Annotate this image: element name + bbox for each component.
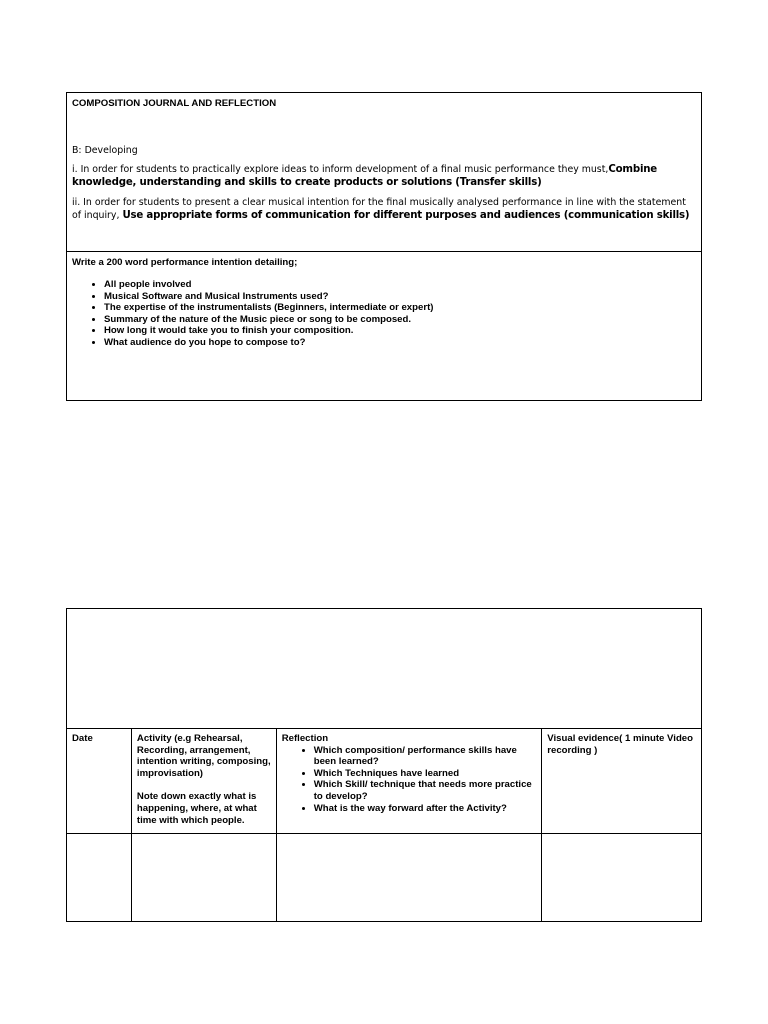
table-blank-header-row: [67, 609, 702, 729]
list-item: • The expertise of the instrumentalists (Beginners, intermediate or expert): [104, 302, 433, 314]
table-row: [67, 834, 702, 922]
activity-cell[interactable]: [131, 834, 276, 922]
reflection-cell[interactable]: [276, 834, 542, 922]
table-header-row: [67, 729, 702, 834]
list-item: • Which composition/ performance skills have been learned?: [314, 745, 537, 768]
activity-header-text: Activity (e.g Rehearsal, Recording, arrangement, intention writing, composing, improvisation): [136, 733, 271, 779]
list-item: • What is the way forward after the Activity?: [314, 803, 537, 815]
list-item: • What audience do you hope to compose to?: [104, 337, 433, 349]
reflection-list: [282, 745, 537, 815]
list-item: • Summary of the nature of the Music piece or song to be composed.: [104, 314, 433, 326]
intention-box: [66, 251, 702, 401]
list-item: • How long it would take you to finish your composition.: [104, 325, 433, 337]
criterion-i-text: i. In order for students to practically explore ideas to inform development of a final music performance they must,: [72, 164, 609, 175]
activity-log-table: [66, 608, 702, 922]
list-item: • Which Techniques have learned: [314, 768, 537, 780]
journal-title: COMPOSITION JOURNAL AND REFLECTION: [72, 98, 277, 109]
list-item: • All people involved: [104, 279, 433, 291]
activity-header: [131, 729, 276, 834]
criterion-ii-emphasis: Use appropriate forms of communication for different purposes and audiences (communication skills): [122, 210, 690, 221]
date-header: Date: [67, 729, 132, 834]
intention-list: [72, 279, 433, 349]
list-item: • Which Skill/ technique that needs more practice to develop?: [314, 779, 537, 802]
blank-cell[interactable]: [67, 609, 702, 729]
activity-note: Note down exactly what is happening, where, at what time with which people.: [136, 791, 257, 826]
criterion-ii-text: ii. In order for students to present a clear musical intention for the final musically analysed performance in line with the statement of inquiry,: [72, 197, 686, 221]
criterion-i-emphasis: Combine knowledge, understanding and skills to create products or solutions (Transfer skills): [72, 164, 657, 188]
criterion-ii: [72, 196, 692, 222]
intention-heading: Write a 200 word performance intention detailing;: [72, 257, 298, 268]
list-item: • Musical Software and Musical Instruments used?: [104, 291, 433, 303]
section-label: B: Developing: [72, 145, 138, 156]
reflection-header-text: Reflection: [281, 733, 329, 744]
reflection-header: [276, 729, 542, 834]
evidence-cell[interactable]: [542, 834, 702, 922]
criterion-i: [72, 163, 692, 189]
journal-header-box: [66, 92, 702, 252]
evidence-header: Visual evidence( 1 minute Video recording ): [542, 729, 702, 834]
date-cell[interactable]: [67, 834, 132, 922]
